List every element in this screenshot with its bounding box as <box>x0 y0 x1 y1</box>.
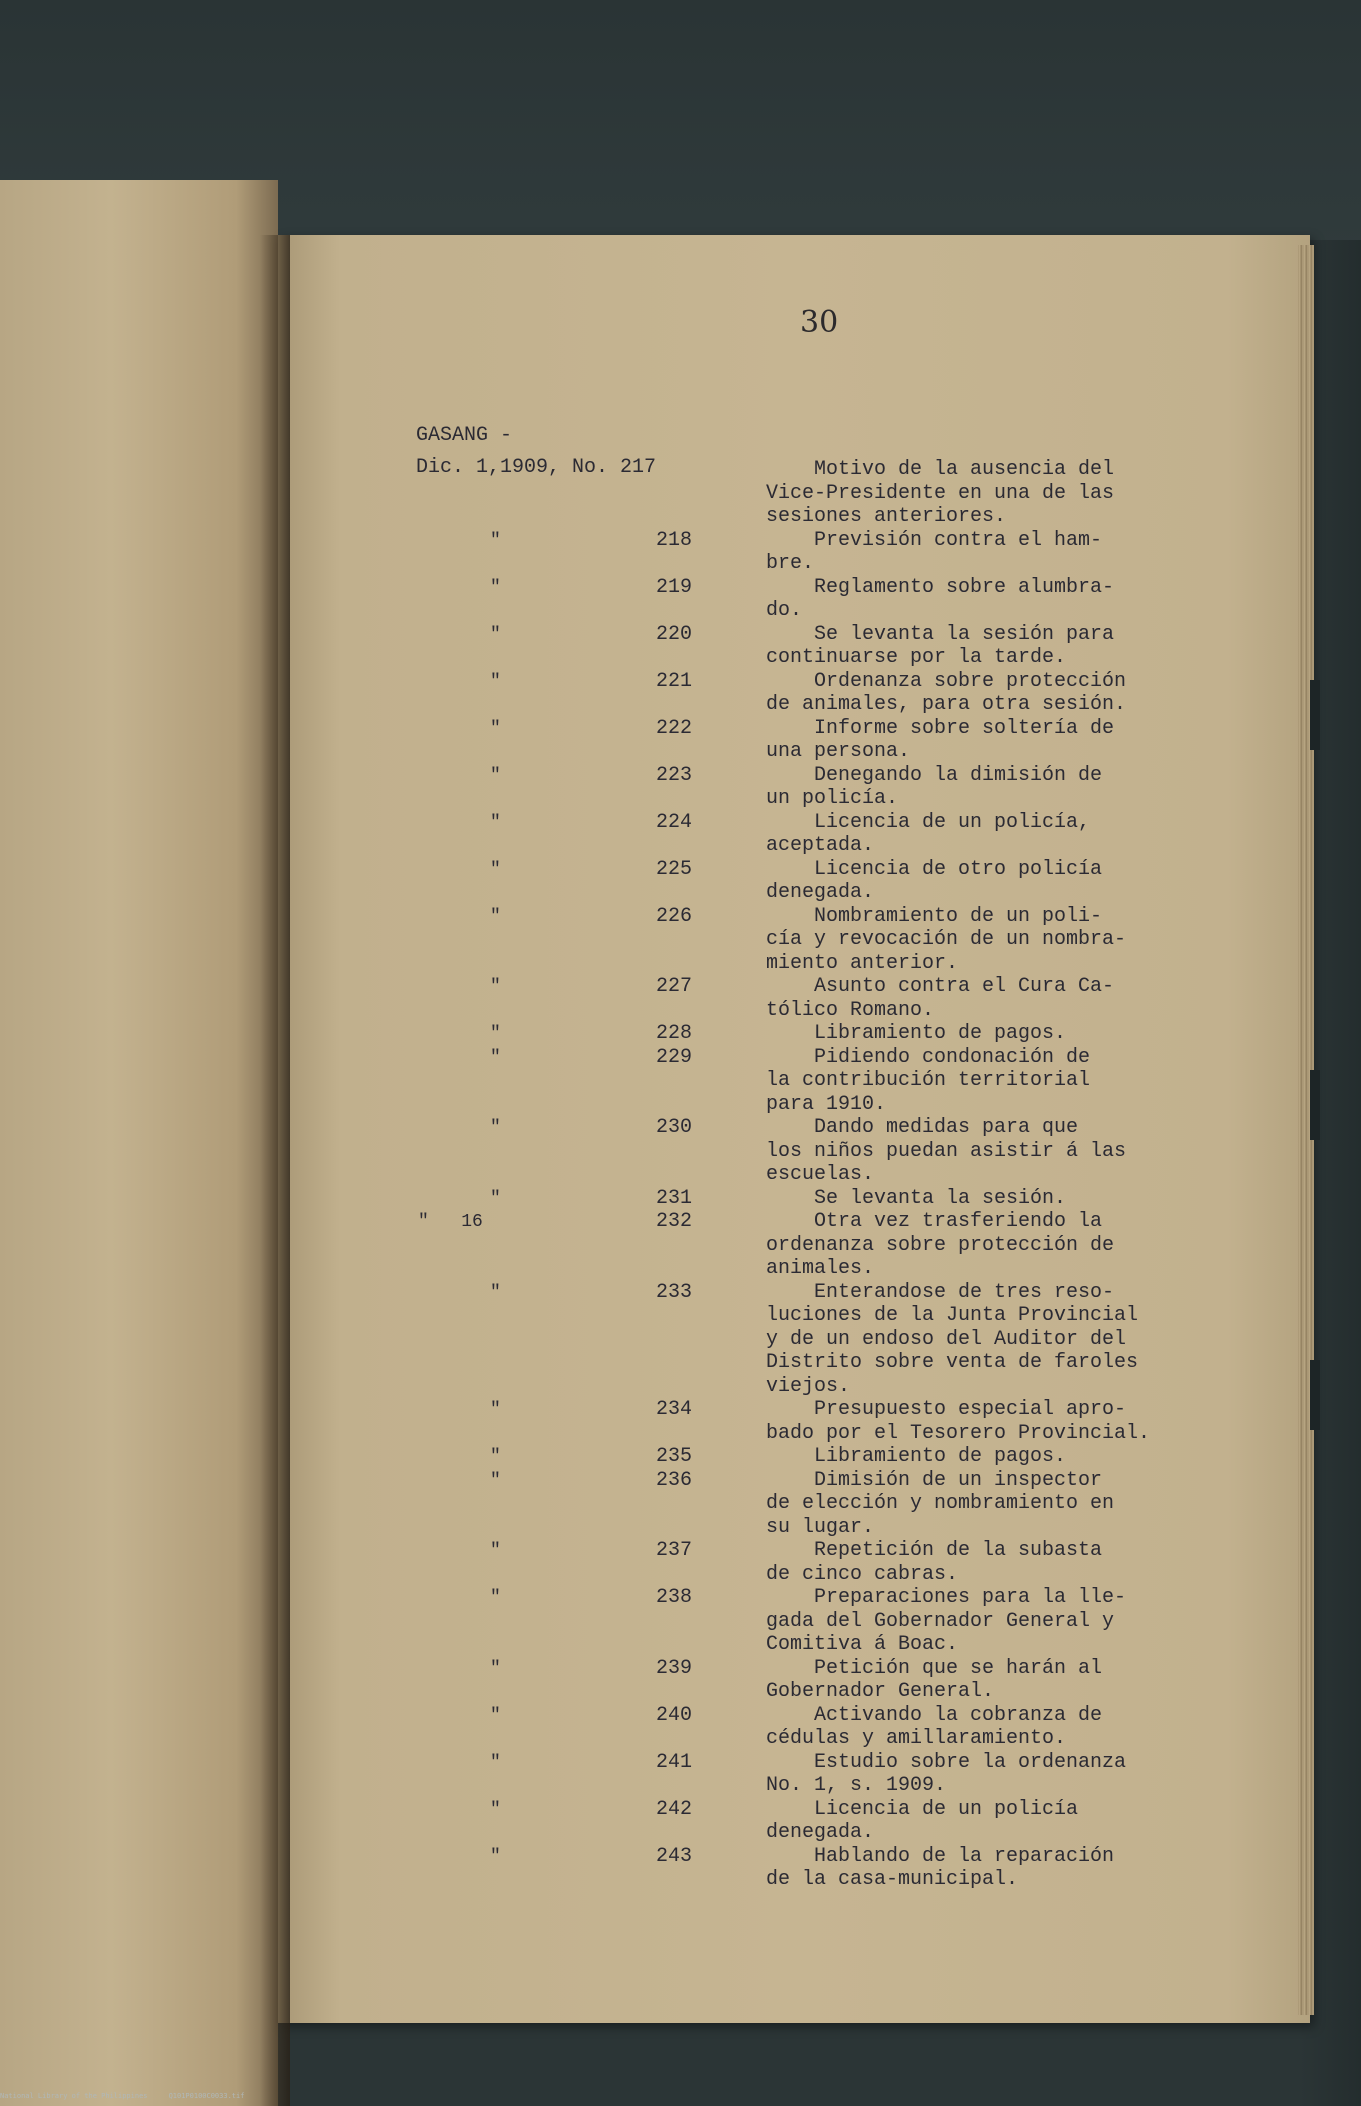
left-page <box>0 180 278 2106</box>
entry-text-line: Motivo de la ausencia del <box>766 458 1115 481</box>
ditto-mark: " <box>490 812 501 833</box>
entry-text-line: Licencia de un policía, <box>766 810 1091 834</box>
entry-number: 227 <box>656 975 693 998</box>
entry-text-line: animales. <box>766 1257 875 1280</box>
entry-text-line: de la casa-municipal. <box>766 1868 1019 1891</box>
entry-text-line: Vice-Presidente en una de las <box>766 481 1115 505</box>
ditto-mark: " <box>490 859 501 880</box>
entry-text-line: Licencia de otro policía <box>766 857 1103 881</box>
entry-text-line: Presupuesto especial apro- <box>766 1398 1127 1421</box>
entry-text-line: Petición que se harán al <box>766 1656 1103 1680</box>
entry-number: 219 <box>656 575 693 599</box>
entry-number: 221 <box>656 669 693 693</box>
entry-text-line: bado por el Tesorero Provincial. <box>766 1421 1151 1445</box>
entry-text-line: Enterandose de tres reso- <box>766 1280 1115 1304</box>
ditto-mark: " <box>490 1541 501 1561</box>
entry-text-line: Se levanta la sesión para <box>766 622 1115 646</box>
ditto-mark: " <box>490 1282 501 1303</box>
entry-number: 240 <box>656 1703 693 1727</box>
ditto-mark: " <box>490 1118 501 1138</box>
page-number: 30 <box>800 305 839 340</box>
entry-number: 232 <box>656 1210 693 1233</box>
ditto-mark: " <box>490 1470 501 1491</box>
entry-text-line: Activando la cobranza de <box>766 1703 1103 1727</box>
entry-text-line: Dimisión de un inspector <box>766 1468 1103 1492</box>
entry-text-line: cédulas y amillaramiento. <box>766 1727 1067 1750</box>
book-spine <box>260 235 290 2106</box>
entry-text-line: la contribución territorial <box>766 1069 1091 1092</box>
entry-text-line: Libramiento de pagos. <box>766 1445 1067 1468</box>
page-tab <box>1310 1070 1320 1140</box>
entry-text-line: Hablando de la reparación <box>766 1844 1115 1868</box>
entry-number: 222 <box>656 716 693 740</box>
entry-number: 218 <box>656 528 693 552</box>
page-tab <box>1310 680 1320 750</box>
ditto-mark: " <box>490 1752 501 1773</box>
page-tab <box>1310 1360 1320 1430</box>
entry-text-line: Informe sobre soltería de <box>766 716 1115 740</box>
scan-footer: National Library of the Philippines Q101P0100C0033.tif <box>0 2092 245 2100</box>
entry-text-line: de cinco cabras. <box>766 1562 959 1586</box>
entry-text-line: Nombramiento de un poli- <box>766 904 1103 928</box>
entry-number: 229 <box>656 1045 693 1069</box>
ditto-mark: " 16 <box>418 1212 483 1232</box>
ditto-mark: " <box>490 671 501 692</box>
entry-text-line: Dando medidas para que <box>766 1116 1079 1139</box>
ditto-mark: " <box>490 1799 501 1820</box>
entry-number: 226 <box>656 904 693 928</box>
ditto-mark: " <box>490 530 501 551</box>
entry-number: 231 <box>656 1186 693 1210</box>
ditto-mark: " <box>490 1588 501 1608</box>
entry-text-line: Otra vez trasferiendo la <box>766 1210 1103 1233</box>
entry-text-line: Asunto contra el Cura Ca- <box>766 975 1115 998</box>
entry-text-line: de elección y nombramiento en <box>766 1492 1115 1515</box>
ditto-mark: " <box>490 1024 501 1044</box>
entry-text-line: una persona. <box>766 740 911 763</box>
ditto-mark: " <box>490 1447 501 1467</box>
entry-number: 241 <box>656 1750 693 1774</box>
entry-text-line: gada del Gobernador General y <box>766 1609 1115 1633</box>
entry-text-line: y de un endoso del Auditor del <box>766 1327 1127 1351</box>
entry-number: 233 <box>656 1280 693 1304</box>
entry-text-line: Gobernador General. <box>766 1680 995 1703</box>
entry-text-line: para 1910. <box>766 1092 887 1116</box>
entry-text-line: cía y revocación de un nombra- <box>766 928 1127 951</box>
entry-text-line: Comitiva á Boac. <box>766 1633 959 1656</box>
ditto-mark: " <box>490 1658 501 1679</box>
entry-number: 235 <box>656 1445 693 1468</box>
document-heading: GASANG - <box>416 424 513 447</box>
entry-text-line: Previsión contra el ham- <box>766 528 1103 552</box>
entry-text-line: continuarse por la tarde. <box>766 646 1067 669</box>
entry-number: 243 <box>656 1844 693 1868</box>
entry-text-line: Se levanta la sesión. <box>766 1186 1067 1210</box>
entry-text-line: Pidiendo condonación de <box>766 1045 1091 1069</box>
entry-text-line: Preparaciones para la lle- <box>766 1586 1127 1609</box>
entry-text-line: Estudio sobre la ordenanza <box>766 1750 1127 1774</box>
entry-text-line: Repetición de la subasta <box>766 1539 1103 1562</box>
entry-text-line: Ordenanza sobre protección <box>766 669 1127 693</box>
entry-text-line: escuelas. <box>766 1163 875 1186</box>
entry-text-line: No. 1, s. 1909. <box>766 1774 947 1797</box>
entry-text-line: denegada. <box>766 881 875 904</box>
entry-text-line: Licencia de un policía <box>766 1797 1079 1821</box>
entry-number: 242 <box>656 1797 693 1821</box>
entry-text-line: Reglamento sobre alumbra- <box>766 575 1115 599</box>
entry-text-line: miento anterior. <box>766 951 959 975</box>
ditto-mark: " <box>490 1846 501 1867</box>
entry-text-line: viejos. <box>766 1374 851 1398</box>
entry-number: 220 <box>656 622 693 646</box>
entry-text-line: los niños puedan asistir á las <box>766 1139 1127 1163</box>
entry-text-line: Distrito sobre venta de faroles <box>766 1351 1139 1374</box>
entry-number: 238 <box>656 1586 693 1609</box>
entry-number: 239 <box>656 1656 693 1680</box>
entry-text-line: sesiones anteriores. <box>766 505 1007 528</box>
entry-text-line: tólico Romano. <box>766 998 935 1022</box>
ditto-mark: " <box>490 1047 501 1068</box>
entry-number: 228 <box>656 1022 693 1045</box>
entry-text-line: do. <box>766 599 803 622</box>
entry-text-line: aceptada. <box>766 834 875 857</box>
entry-text-line: denegada. <box>766 1821 875 1844</box>
ditto-mark: " <box>490 906 501 927</box>
ditto-mark: " <box>490 718 501 739</box>
date-line: Dic. 1,1909, No. 217 <box>416 456 657 479</box>
entry-text-line: luciones de la Junta Provincial <box>766 1304 1139 1327</box>
ditto-mark: " <box>490 1188 501 1209</box>
entry-number: 225 <box>656 857 693 881</box>
entry-text-line: bre. <box>766 552 815 575</box>
ditto-mark: " <box>490 577 501 598</box>
entry-number: 234 <box>656 1398 693 1421</box>
ditto-mark: " <box>490 765 501 786</box>
entry-number: 236 <box>656 1468 693 1492</box>
entry-text-line: de animales, para otra sesión. <box>766 693 1127 716</box>
entry-number: 223 <box>656 763 693 787</box>
ditto-mark: " <box>490 1705 501 1726</box>
entry-text-line: Denegando la dimisión de <box>766 763 1103 787</box>
ditto-mark: " <box>490 1400 501 1420</box>
entry-text-line: su lugar. <box>766 1515 875 1539</box>
entry-text-line: ordenanza sobre protección de <box>766 1233 1115 1257</box>
entry-number: 224 <box>656 810 693 834</box>
entry-text-line: Libramiento de pagos. <box>766 1022 1067 1045</box>
entry-number: 230 <box>656 1116 693 1139</box>
ditto-mark: " <box>490 624 501 645</box>
entry-number: 237 <box>656 1539 693 1562</box>
entry-text-line: un policía. <box>766 787 899 810</box>
ditto-mark: " <box>490 977 501 997</box>
